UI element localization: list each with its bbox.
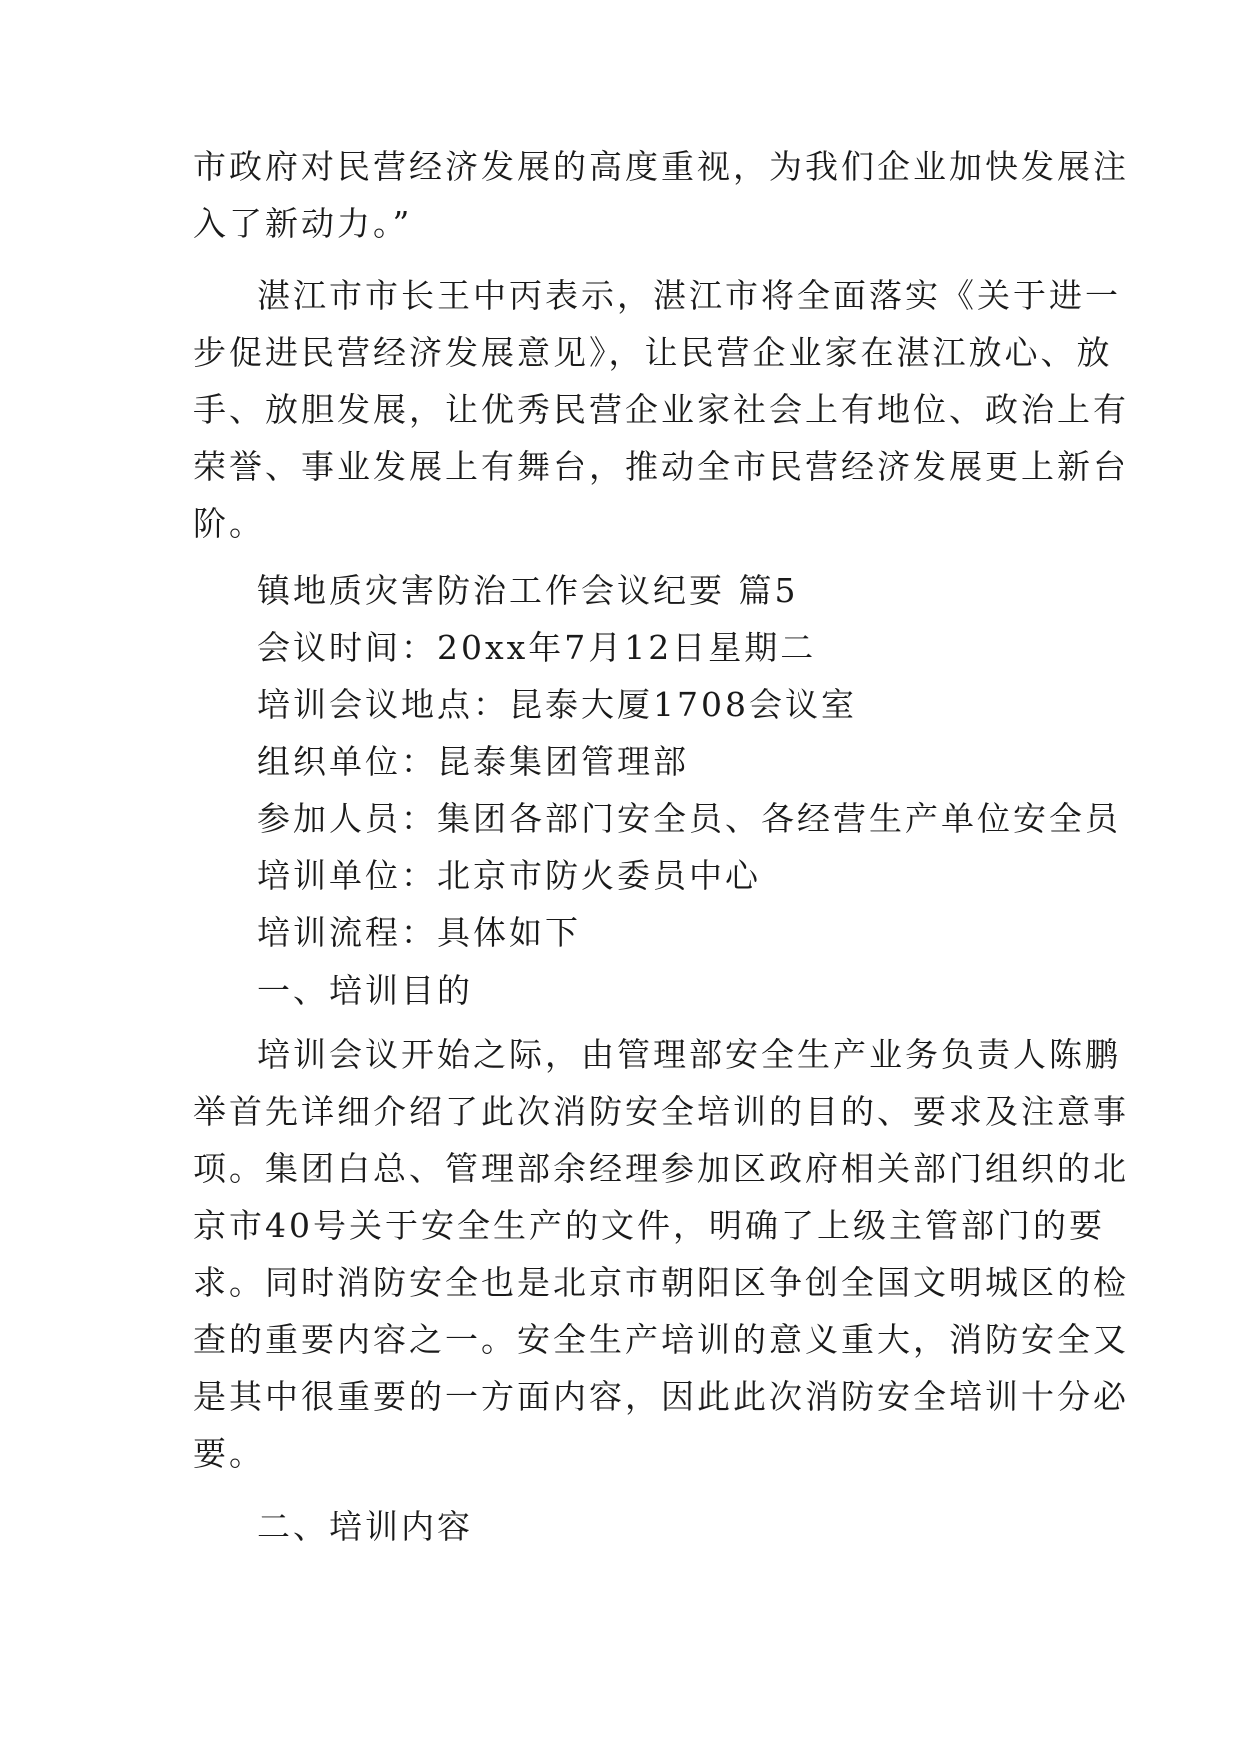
body-text-line: 京市40号关于安全生产的文件，明确了上级主管部门的要 — [193, 1206, 1105, 1245]
training-process: 培训流程：具体如下 — [257, 913, 581, 952]
body-text-line: 要。 — [193, 1434, 265, 1473]
training-unit: 培训单位：北京市防火委员中心 — [257, 856, 761, 895]
body-text-line: 查的重要内容之一。安全生产培训的意义重大，消防安全又 — [193, 1320, 1129, 1359]
body-text-line: 入了新动力。” — [193, 204, 413, 243]
body-text-line: 湛江市市长王中丙表示，湛江市将全面落实《关于进一 — [257, 276, 1121, 315]
section-heading: 镇地质灾害防治工作会议纪要 篇5 — [257, 571, 799, 610]
body-text-line: 手、放胆发展，让优秀民营企业家社会上有地位、政治上有 — [193, 390, 1129, 429]
organizer: 组织单位：昆泰集团管理部 — [257, 742, 689, 781]
body-text-line: 举首先详细介绍了此次消防安全培训的目的、要求及注意事 — [193, 1092, 1129, 1131]
body-text-line: 荣誉、事业发展上有舞台，推动全市民营经济发展更上新台 — [193, 447, 1129, 486]
subsection-heading: 二、培训内容 — [257, 1507, 473, 1546]
body-text-line: 求。同时消防安全也是北京市朝阳区争创全国文明城区的检 — [193, 1263, 1129, 1302]
meeting-location: 培训会议地点：昆泰大厦1708会议室 — [257, 685, 857, 724]
body-text-line: 培训会议开始之际，由管理部安全生产业务负责人陈鹏 — [257, 1035, 1121, 1074]
body-text-line: 步促进民营经济发展意见》，让民营企业家在湛江放心、放 — [193, 333, 1113, 372]
subsection-heading: 一、培训目的 — [257, 971, 473, 1010]
body-text-line: 市政府对民营经济发展的高度重视，为我们企业加快发展注 — [193, 147, 1129, 186]
body-text-line: 阶。 — [193, 504, 265, 543]
body-text-line: 项。集团白总、管理部余经理参加区政府相关部门组织的北 — [193, 1149, 1129, 1188]
participants: 参加人员：集团各部门安全员、各经营生产单位安全员 — [257, 799, 1121, 838]
body-text-line: 是其中很重要的一方面内容，因此此次消防安全培训十分必 — [193, 1377, 1129, 1416]
meeting-time: 会议时间：20xx年7月12日星期二 — [257, 628, 817, 667]
